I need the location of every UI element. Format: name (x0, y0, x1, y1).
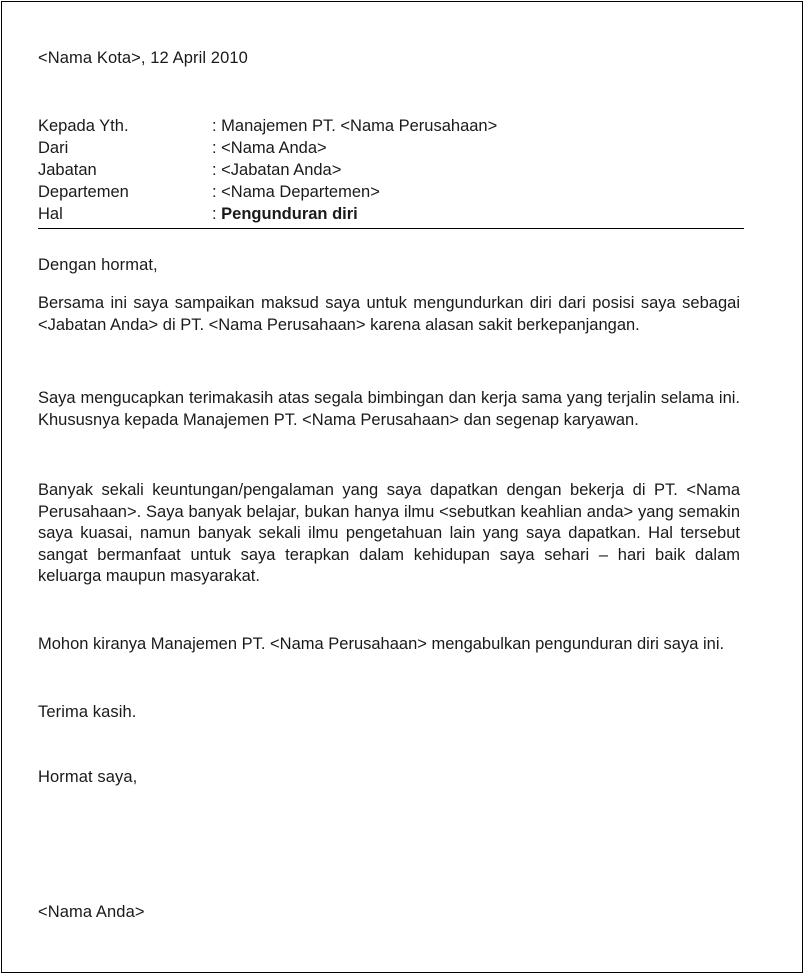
header-hal-colon: : (212, 205, 222, 223)
thanks-line: Terima kasih. (38, 703, 137, 721)
header-value-kepada: : Manajemen PT. <Nama Perusahaan> (212, 117, 498, 135)
signature-name: <Nama Anda> (38, 903, 145, 921)
header-value-departemen: : <Nama Departemen> (212, 183, 380, 201)
header-divider (38, 228, 744, 229)
paragraph-1: Bersama ini saya sampaikan maksud saya untuk mengundurkan diri dari posisi saya sebagai <Jabatan Anda> di PT. <Nama Perusahaan> karena alasan sakit berkepanjangan. (38, 294, 740, 334)
closing-line: Hormat saya, (38, 768, 138, 786)
header-label-dari: Dari (38, 139, 69, 157)
header-value-hal (212, 203, 358, 225)
paragraph-4: Mohon kiranya Manajemen PT. <Nama Perusahaan> mengabulkan pengunduran diri saya ini. (38, 635, 725, 653)
greeting: Dengan hormat, (38, 256, 158, 274)
header-label-departemen: Departemen (38, 183, 129, 201)
header-label-jabatan: Jabatan (38, 161, 97, 179)
paragraph-3: Banyak sekali keuntungan/pengalaman yang saya dapatkan dengan bekerja di PT. <Nama Perusahaan>. Saya banyak belajar, bukan hanya ilmu <sebutkan keahlian anda> yang semakin saya kuasai, namun banyak sekali ilmu pengetahuan lain yang saya dapatkan. Hal tersebut sangat bermanfaat untuk saya terapkan dalam kehidupan saya sehari – hari baik dalam keluarga maupun masyarakat. (38, 481, 740, 585)
header-value-jabatan: : <Jabatan Anda> (212, 161, 342, 179)
date-line: <Nama Kota>, 12 April 2010 (38, 49, 248, 67)
subject-text: Pengunduran diri (221, 205, 358, 223)
header-label-hal: Hal (38, 205, 63, 223)
paragraph-2: Saya mengucapkan terimakasih atas segala bimbingan dan kerja sama yang terjalin selama ini. Khususnya kepada Manajemen PT. <Nama Perusahaan> dan segenap karyawan. (38, 389, 740, 429)
header-value-dari: : <Nama Anda> (212, 139, 327, 157)
header-label-kepada: Kepada Yth. (38, 117, 129, 135)
letter-page (1, 1, 803, 973)
